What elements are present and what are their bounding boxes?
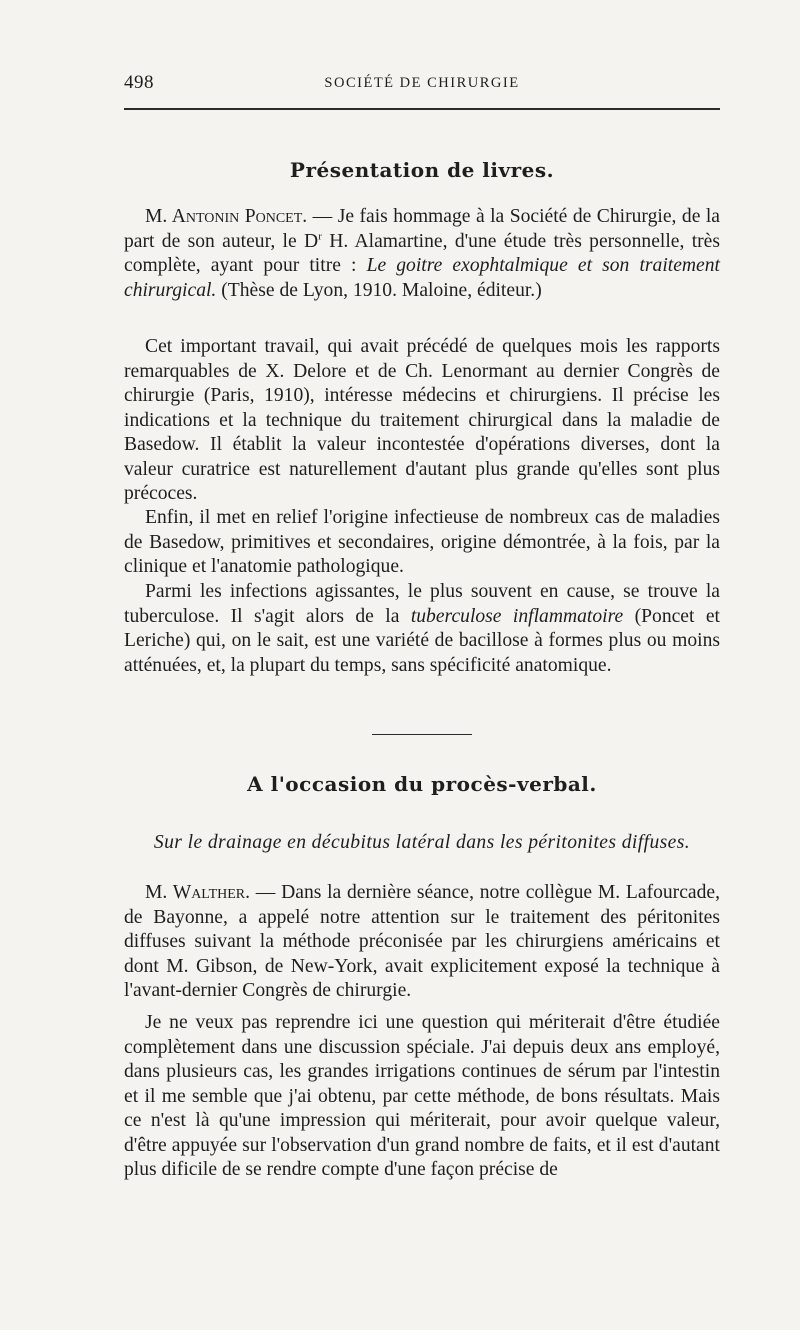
paragraph-text: — Dans la dernière séance, notre collègue M. Lafourcade, de Bayonne, a appelé notre attention sur le traitement des péritonites diffuses suivant la méthode préconisée par les chirurgiens américains et dont M. Gibson, de New-York, avait explicitement exposé la technique à l'avant-dernier Congrès de chirurgie. [124, 882, 720, 1001]
header-rule [124, 108, 720, 110]
section-title-presentation: Présentation de livres. [289, 158, 555, 182]
page-number: 498 [124, 72, 154, 93]
paragraph-text: H. Alamartine, d'une étude très personnelle, très complète, ayant pour titre : [124, 230, 720, 276]
section-subtitle: Sur le drainage en décubitus latéral dans les péritonites diffuses. [153, 832, 691, 853]
paragraph-text: (Poncet et Leriche) qui, on le sait, est une variété de bacillose à formes plus ou moins atténuées, et, la plupart du temps, sans spécificité anatomique. [124, 605, 720, 676]
book-title: Le goitre exophtalmique et son traitement chirurgical. [124, 255, 720, 301]
page-header [124, 68, 720, 98]
paragraph-text: (Thèse de Lyon, 1910. Maloine, éditeur.) [216, 279, 542, 301]
superscript: r [318, 229, 322, 242]
paragraph [124, 881, 720, 1004]
paragraph: Cet important travail, qui avait précédé de quelques mois les rapports remarquables de X. Delore et de Ch. Lenormant au dernier Congrès de chirurgie (Paris, 1910), intéresse médecins et chirurgiens. Il précise les indications et la technique du traitement chirurgical dans la maladie de Basedow. Il établit la valeur incontestée d'opérations diverses, dont la valeur curatrice est naturellement d'autant plus grande qu'elles sont plus précoces. [124, 336, 720, 504]
section-title-proces-verbal: A l'occasion du procès-verbal. [247, 772, 597, 796]
paragraph [124, 205, 720, 303]
italic-term: tuberculose inflammatoire [410, 605, 624, 627]
running-title: SOCIÉTÉ DE CHIRURGIE [324, 75, 520, 91]
paragraph-text: Parmi les infections agissantes, le plus souvent en cause, se trouve la tuberculose. Il s'agit alors de la [124, 581, 720, 627]
paragraph: Je ne veux pas reprendre ici une question qui mériterait d'être étudiée complètement dans une discussion spéciale. J'ai depuis deux ans employé, dans plusieurs cas, les grandes irrigations continues de sérum par l'intestin et il me semble que j'ai obtenu, par cette méthode, de bons résultats. Mais ce n'est là qu'une impression qui mériterait, pour avoir quelque valeur, d'être appuyée sur l'observation d'un grand nombre de faits, et il est d'autant plus dificile de se rendre compte d'une façon précise de [124, 1012, 720, 1180]
section-divider [372, 734, 472, 735]
paragraph: Enfin, il met en relief l'origine infectieuse de nombreux cas de maladies de Basedow, primitives et secondaires, origine démontrée, à la fois, par la clinique et l'anatomie pathologique. [124, 507, 720, 577]
speaker-name: M. Antonin Poncet. [145, 206, 308, 227]
speaker-name: M. Walther. [145, 882, 251, 903]
paragraph-text: — Je fais hommage à la Société de Chirurgie, de la part de son auteur, le D [124, 206, 720, 252]
paragraph [124, 580, 720, 678]
